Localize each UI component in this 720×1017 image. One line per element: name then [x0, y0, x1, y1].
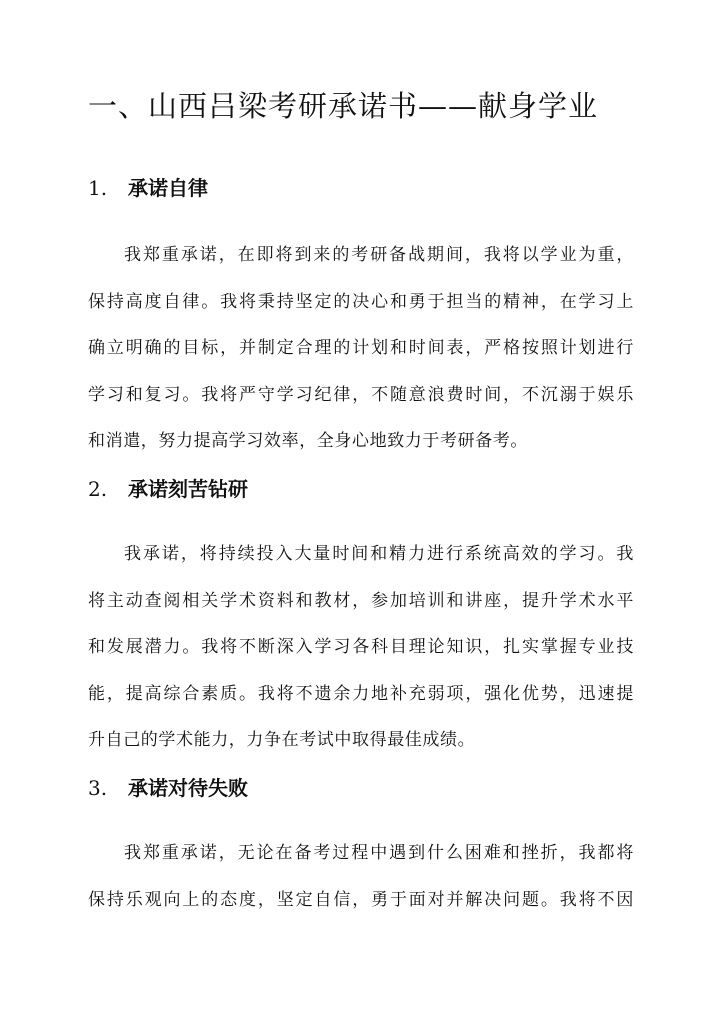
section-heading-2	[88, 474, 648, 504]
paragraph-line: 将主动查阅相关学术资料和教材，参加培训和讲座，提升学术水平	[88, 590, 634, 611]
section-1-paragraph	[88, 232, 634, 465]
paragraph-line: 能，提高综合素质。我将不遗余力地补充弱项，强化优势，迅速提	[88, 683, 634, 704]
paragraph-line: 确立明确的目标，并制定合理的计划和时间表，严格按照计划进行	[88, 338, 634, 358]
section-number: 1.	[88, 176, 108, 200]
paragraph-line: 我郑重承诺，在即将到来的考研备战期间，我将以学业为重，	[124, 245, 634, 265]
paragraph-line: 和消遣，努力提高学习效率，全身心地致力于考研备考。	[88, 431, 528, 451]
section-3-paragraph	[88, 830, 634, 923]
paragraph-line: 学习和复习。我将严守学习纪律，不随意浪费时间，不沉溺于娱乐	[88, 384, 634, 405]
paragraph-line: 和发展潜力。我将不断深入学习各科目理论知识，扎实掌握专业技	[88, 637, 634, 657]
section-number: 2.	[88, 477, 108, 501]
section-title: 承诺刻苦钻研	[128, 477, 248, 501]
section-number: 3.	[88, 776, 108, 800]
paragraph-line: 我郑重承诺，无论在备考过程中遇到什么困难和挫折，我都将	[124, 843, 634, 863]
paragraph-line: 升自己的学术能力，力争在考试中取得最佳成绩。	[88, 730, 476, 750]
paragraph-line: 我承诺，将持续投入大量时间和精力进行系统高效的学习。我	[124, 544, 634, 564]
section-heading-3	[88, 773, 648, 803]
section-2-paragraph	[88, 531, 634, 764]
paragraph-line: 保持高度自律。我将秉持坚定的决心和勇于担当的精神，在学习上	[88, 291, 634, 312]
paragraph-line: 保持乐观向上的态度，坚定自信，勇于面对并解决问题。我将不因	[88, 889, 634, 910]
section-heading-1	[88, 173, 648, 203]
section-title: 承诺自律	[128, 176, 208, 200]
document-title: 一、山西吕梁考研承诺书——献身学业	[88, 89, 599, 123]
section-title: 承诺对待失败	[128, 776, 248, 800]
